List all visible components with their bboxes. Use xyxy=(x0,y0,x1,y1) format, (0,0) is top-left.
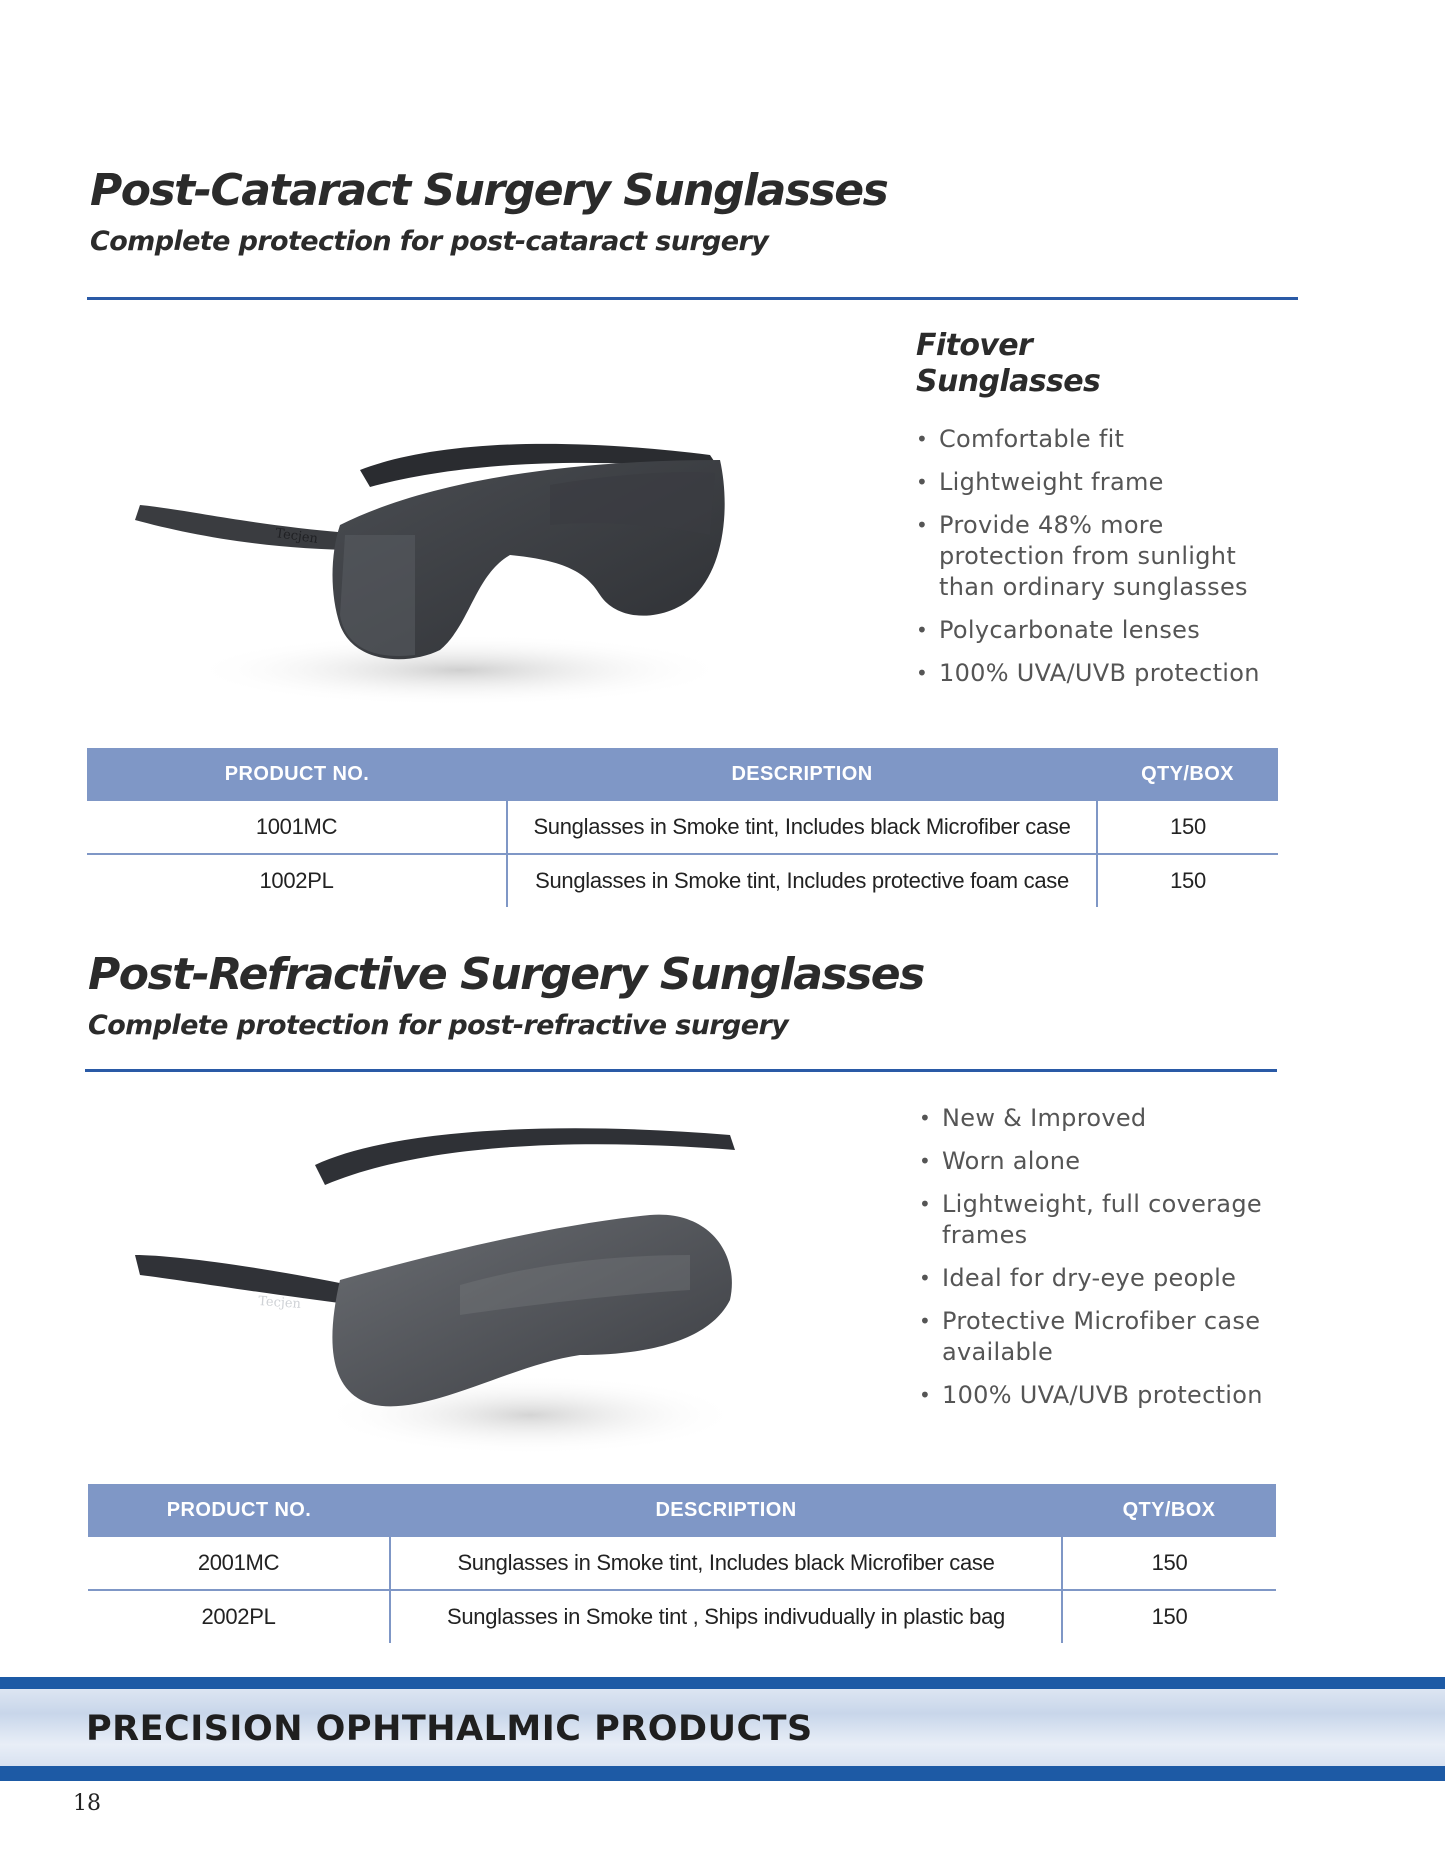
fitover-sunglasses-image xyxy=(130,425,740,710)
qty-cell: 150 xyxy=(1170,868,1206,893)
product-number-cell: 2001MC xyxy=(88,1537,390,1590)
section1-subtitle: Complete protection for post-cataract surgery xyxy=(90,226,769,257)
product-number-cell: 1002PL xyxy=(259,868,334,893)
refractive-feature-list xyxy=(919,1103,1279,1423)
qty-cell: 150 xyxy=(1151,1604,1188,1629)
fitover-feature-title-line1: Fitover xyxy=(916,328,1033,363)
section1-product-table xyxy=(87,748,1278,907)
table-row xyxy=(88,1537,1276,1590)
product-number-cell: 2002PL xyxy=(201,1604,276,1629)
feature-item: • Lightweight frame xyxy=(916,467,1276,498)
header-product-no: PRODUCT NO. xyxy=(87,748,507,801)
feature-item: • Lightweight, full coverage frames xyxy=(919,1189,1279,1251)
refractive-brand-label: Tecjen xyxy=(257,1294,302,1312)
footer-title: PRECISION OPHTHALMIC PRODUCTS xyxy=(86,1709,813,1749)
header-description: DESCRIPTION xyxy=(507,748,1097,801)
header-qty-box: QTY/BOX xyxy=(1062,1484,1276,1537)
feature-item: • Ideal for dry-eye people xyxy=(919,1263,1279,1294)
feature-item: • Provide 48% more protection from sunlight than ordinary sunglasses xyxy=(916,510,1276,603)
section2-product-table xyxy=(88,1484,1276,1643)
fitover-feature-title-line2: Sunglasses xyxy=(916,364,1101,399)
description-cell: Sunglasses in Smoke tint, Includes protective foam case xyxy=(507,854,1097,907)
table-row xyxy=(87,854,1278,907)
fitover-brand-label: Tecjen xyxy=(274,526,319,547)
feature-item: • Polycarbonate lenses xyxy=(916,615,1276,646)
refractive-sunglasses-image xyxy=(130,1115,740,1460)
table-header-row xyxy=(88,1484,1276,1537)
section1-title: Post-Cataract Surgery Sunglasses xyxy=(90,165,888,216)
feature-item: • New & Improved xyxy=(919,1103,1279,1134)
section2-title: Post-Refractive Surgery Sunglasses xyxy=(88,949,924,1000)
table-row xyxy=(88,1590,1276,1643)
qty-cell: 150 xyxy=(1062,1537,1276,1590)
header-qty-box: QTY/BOX xyxy=(1097,748,1278,801)
fitover-feature-title xyxy=(916,328,1100,400)
fitover-feature-list xyxy=(916,424,1276,701)
page-number: 18 xyxy=(73,1791,101,1816)
description-cell: Sunglasses in Smoke tint , Ships indivudually in plastic bag xyxy=(390,1590,1062,1643)
section2-divider xyxy=(85,1069,1277,1072)
feature-item: • Comfortable fit xyxy=(916,424,1276,455)
section2-subtitle: Complete protection for post-refractive surgery xyxy=(88,1010,789,1041)
footer-bottom-line xyxy=(0,1766,1445,1781)
table-header-row xyxy=(87,748,1278,801)
feature-item: • Worn alone xyxy=(919,1146,1279,1177)
description-cell: Sunglasses in Smoke tint, Includes black Microfiber case xyxy=(507,801,1097,854)
description-cell: Sunglasses in Smoke tint, Includes black Microfiber case xyxy=(390,1537,1062,1590)
header-product-no: PRODUCT NO. xyxy=(88,1484,390,1537)
section1-divider xyxy=(87,297,1298,300)
footer-top-line xyxy=(0,1677,1445,1689)
feature-item: • 100% UVA/UVB protection xyxy=(916,658,1276,689)
feature-item: • 100% UVA/UVB protection xyxy=(919,1380,1279,1411)
qty-cell: 150 xyxy=(1097,801,1278,854)
table-row xyxy=(87,801,1278,854)
header-description: DESCRIPTION xyxy=(390,1484,1062,1537)
product-number-cell: 1001MC xyxy=(87,801,507,854)
feature-item: • Protective Microfiber case available xyxy=(919,1306,1279,1368)
